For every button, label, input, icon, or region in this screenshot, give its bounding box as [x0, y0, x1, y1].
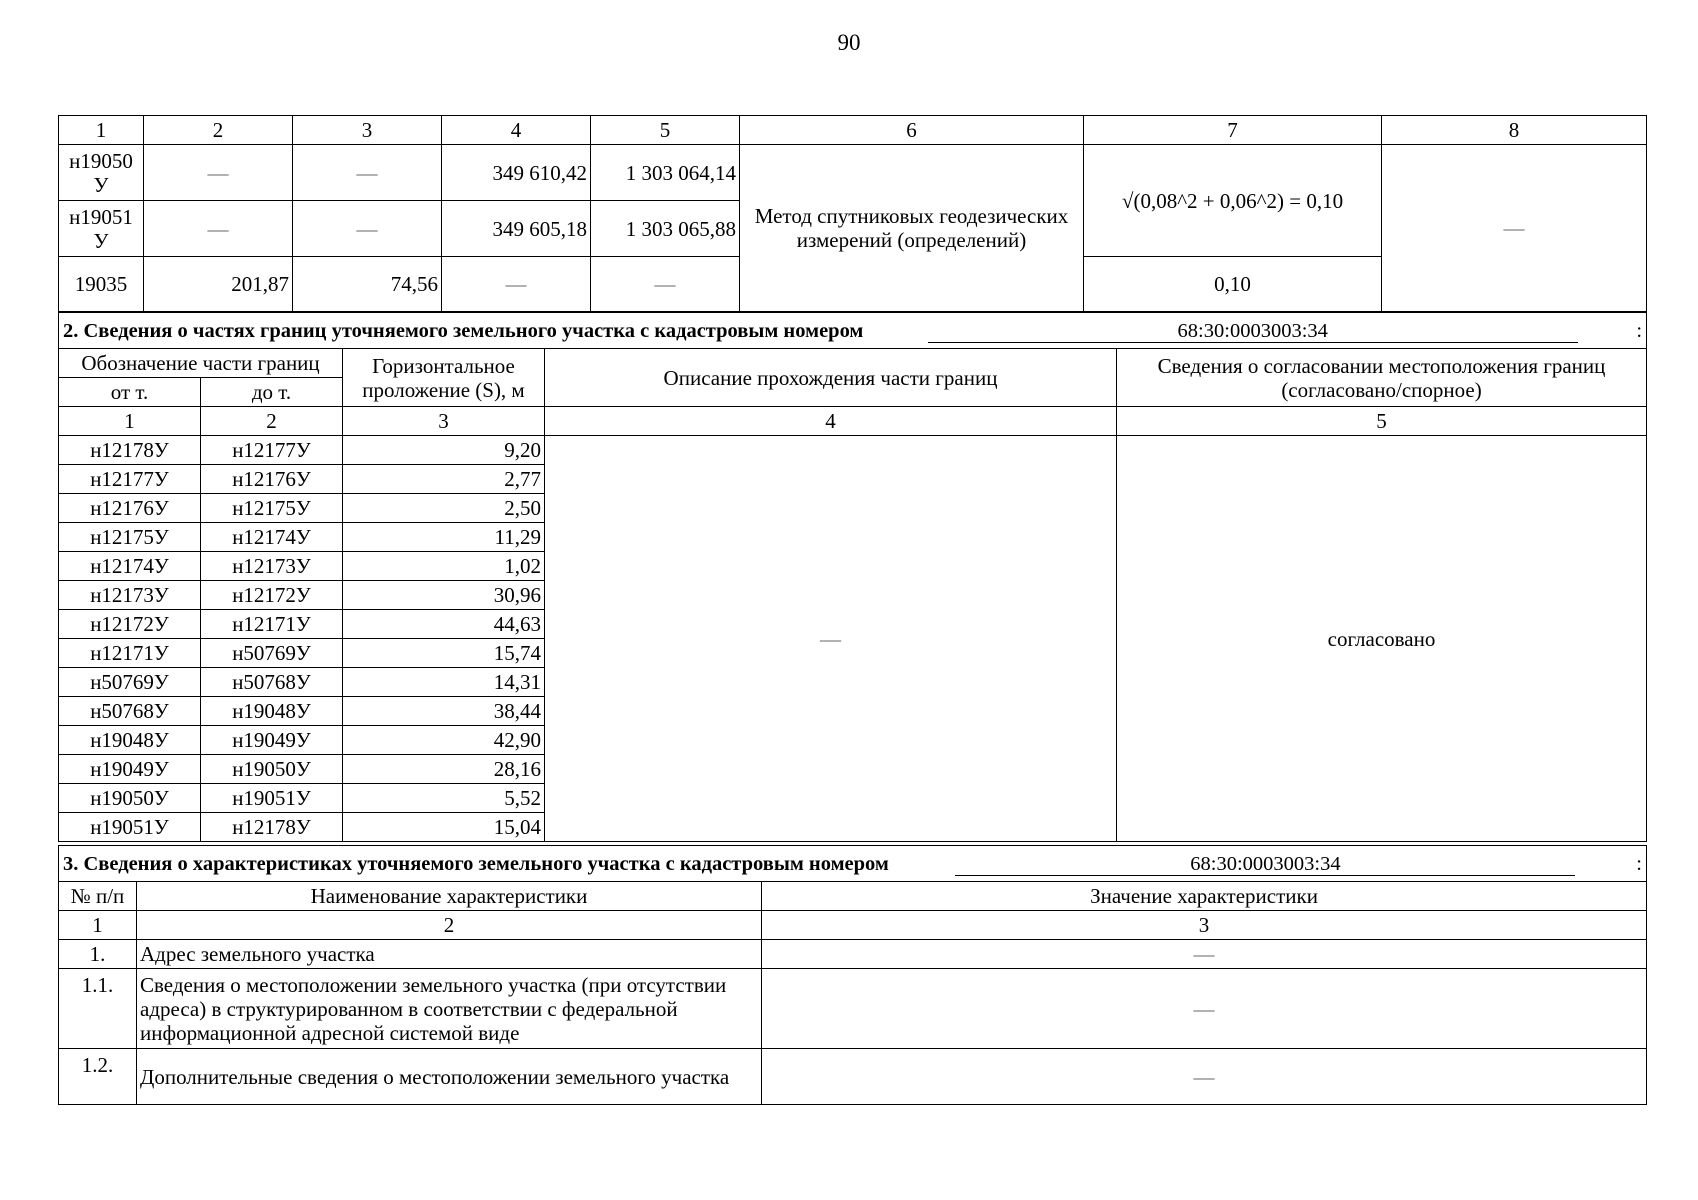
to-point: н19049У	[201, 726, 343, 755]
row-number: 1.1.	[59, 969, 137, 1049]
distance: 28,16	[343, 755, 545, 784]
name-header: Наименование характеристики	[137, 882, 762, 911]
coordinate-x: 349 605,18	[442, 201, 591, 257]
col-number: 3	[762, 911, 1647, 940]
from-header: от т.	[59, 378, 201, 407]
col-number: 5	[591, 116, 740, 145]
section-title: 3. Сведения о характеристиках уточняемого земельного участка с кадастровым номером	[63, 852, 889, 875]
from-point: н12172У	[59, 610, 201, 639]
from-point: н50769У	[59, 668, 201, 697]
coordinate-x: —	[442, 257, 591, 312]
col-number: 1	[59, 911, 137, 940]
cell-value: —	[293, 201, 442, 257]
from-point: н12171У	[59, 639, 201, 668]
cell-value: 201,87	[144, 257, 293, 312]
description-header: Описание прохождения части границ	[545, 349, 1117, 407]
to-point: н12172У	[201, 581, 343, 610]
coordinate-y: 1 303 064,14	[591, 145, 740, 201]
from-point: н19049У	[59, 755, 201, 784]
characteristic-name: Сведения о местоположении земельного участка (при отсутствии адреса) в структурированном в соответствии с федеральной информационной адресной системой виде	[137, 969, 762, 1049]
col-number: 6	[740, 116, 1084, 145]
characteristics-table	[58, 845, 1647, 1105]
point-name: н19051 У	[59, 201, 144, 257]
from-point: н12175У	[59, 523, 201, 552]
col-number: 1	[59, 407, 201, 436]
distance: 42,90	[343, 726, 545, 755]
characteristic-name: Адрес земельного участка	[137, 940, 762, 969]
table-row	[59, 969, 1647, 1049]
from-point: н12178У	[59, 436, 201, 465]
col-number: 8	[1382, 116, 1647, 145]
to-header: до т.	[201, 378, 343, 407]
to-point: н50769У	[201, 639, 343, 668]
agreement-value: согласовано	[1117, 436, 1647, 842]
number-header: № п/п	[59, 882, 137, 911]
column-number-row	[59, 116, 1647, 145]
to-point: н19048У	[201, 697, 343, 726]
agreement-header: Сведения о согласовании местоположения границ (согласовано/спорное)	[1117, 349, 1647, 407]
page-number: 90	[837, 30, 861, 55]
from-point: н50768У	[59, 697, 201, 726]
description-value: —	[545, 436, 1117, 842]
part-designation-header: Обозначение части границ	[59, 349, 343, 378]
section-title: 2. Сведения о частях границ уточняемого земельного участка с кадастровым номером	[63, 319, 864, 342]
to-point: н50768У	[201, 668, 343, 697]
distance: 14,31	[343, 668, 545, 697]
column-number-row	[59, 407, 1647, 436]
from-point: н19050У	[59, 784, 201, 813]
col-number: 7	[1084, 116, 1382, 145]
from-point: н12173У	[59, 581, 201, 610]
cell-value: 74,56	[293, 257, 442, 312]
to-point: н12174У	[201, 523, 343, 552]
col-number: 4	[545, 407, 1117, 436]
from-point: н12174У	[59, 552, 201, 581]
characteristic-value: —	[762, 940, 1647, 969]
to-point: н12173У	[201, 552, 343, 581]
colon: :	[1636, 319, 1643, 342]
distance: 44,63	[343, 610, 545, 639]
from-point: н19051У	[59, 813, 201, 842]
col-number: 2	[201, 407, 343, 436]
table-row	[59, 940, 1647, 969]
table-row	[59, 1049, 1647, 1105]
header-row	[59, 349, 1647, 378]
section-2-header	[59, 313, 1647, 349]
col-number: 2	[144, 116, 293, 145]
col-number: 2	[137, 911, 762, 940]
horizontal-header: Горизонтальное проложение (S), м	[343, 349, 545, 407]
cadastral-number: 68:30:0003003:34	[928, 320, 1578, 343]
point-name: 19035	[59, 257, 144, 312]
characteristic-value: —	[762, 969, 1647, 1049]
distance: 9,20	[343, 436, 545, 465]
row-number: 1.2.	[59, 1049, 137, 1105]
cell-value: —	[144, 145, 293, 201]
to-point: н12171У	[201, 610, 343, 639]
characteristic-value: —	[762, 1049, 1647, 1105]
to-point: н12175У	[201, 494, 343, 523]
coordinates-table	[58, 115, 1647, 312]
colon: :	[1636, 852, 1642, 875]
method-cell: Метод спутниковых геодезических измерений (определений)	[740, 145, 1084, 312]
point-name: н19050 У	[59, 145, 144, 201]
table-row	[59, 436, 1647, 465]
accuracy-formula: √(0,08^2 + 0,06^2) = 0,10	[1084, 145, 1382, 257]
coordinate-x: 349 610,42	[442, 145, 591, 201]
distance: 30,96	[343, 581, 545, 610]
row-number: 1.	[59, 940, 137, 969]
cell-value: —	[144, 201, 293, 257]
col-number: 5	[1117, 407, 1647, 436]
from-point: н19048У	[59, 726, 201, 755]
cadastral-number: 68:30:0003003:34	[955, 853, 1575, 876]
col-number: 3	[343, 407, 545, 436]
distance: 15,04	[343, 813, 545, 842]
coordinate-y: —	[591, 257, 740, 312]
to-point: н12177У	[201, 436, 343, 465]
distance: 1,02	[343, 552, 545, 581]
boundary-parts-table	[58, 312, 1647, 842]
distance: 2,50	[343, 494, 545, 523]
section-3-header	[59, 846, 1647, 882]
column-number-row	[59, 911, 1647, 940]
characteristic-name: Дополнительные сведения о местоположении земельного участка	[137, 1049, 762, 1105]
distance: 2,77	[343, 465, 545, 494]
distance: 11,29	[343, 523, 545, 552]
coordinate-y: 1 303 065,88	[591, 201, 740, 257]
col-number: 4	[442, 116, 591, 145]
header-row	[59, 882, 1647, 911]
from-point: н12177У	[59, 465, 201, 494]
cell-value: —	[293, 145, 442, 201]
distance: 15,74	[343, 639, 545, 668]
to-point: н19050У	[201, 755, 343, 784]
to-point: н19051У	[201, 784, 343, 813]
from-point: н12176У	[59, 494, 201, 523]
distance: 5,52	[343, 784, 545, 813]
col-number: 1	[59, 116, 144, 145]
distance: 38,44	[343, 697, 545, 726]
table-row	[59, 145, 1647, 201]
to-point: н12176У	[201, 465, 343, 494]
col-number: 3	[293, 116, 442, 145]
accuracy-value: 0,10	[1084, 257, 1382, 312]
col8-value: —	[1382, 145, 1647, 312]
to-point: н12178У	[201, 813, 343, 842]
value-header: Значение характеристики	[762, 882, 1647, 911]
